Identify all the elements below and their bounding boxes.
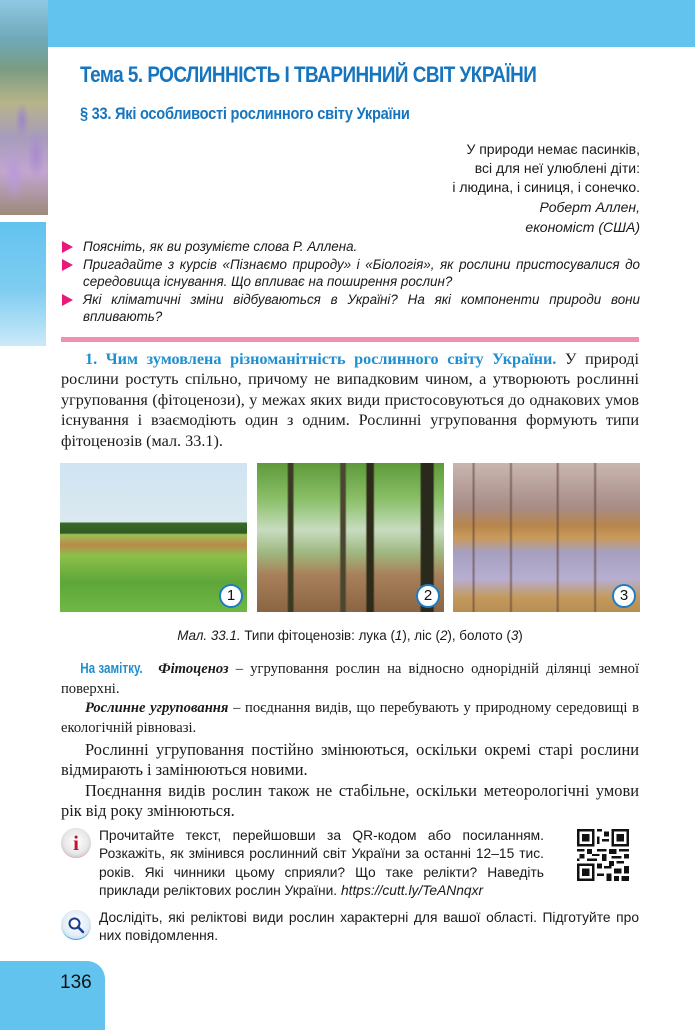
- note-box: [61, 660, 639, 738]
- epigraph: [320, 140, 640, 237]
- info-icon: i: [61, 828, 91, 858]
- paragraph: Поєднання видів рослин також не стабільне, оскільки метеорологічні умови рік від року змінюються.: [61, 780, 639, 821]
- qr-code[interactable]: [577, 828, 629, 882]
- term-plant-community: Рослинне угруповання: [85, 700, 229, 716]
- page-number: 136: [60, 972, 92, 993]
- topic-title: Тема 5. РОСЛИННІСТЬ І ТВАРИННИЙ СВІТ УКРАЇНИ: [80, 62, 537, 87]
- epigraph-line: всі для неї улюблені діти:: [474, 160, 640, 176]
- epigraph-author: Роберт Аллен,: [539, 199, 640, 215]
- epigraph-author-role: економіст (США): [525, 219, 640, 235]
- section-1-text: У природі рослини ростуть спільно, причому не випадковим чином, а утворюють рослинні угруповання (фітоценози), у межах яких види пристосовуються до однакових умов існування і взаємодіють один з одним. Рослинні угруповання формують типи фітоценозів (мал. 33.1).: [61, 350, 639, 450]
- triangle-bullet-icon: [62, 294, 73, 306]
- note-label: На замітку.: [80, 661, 143, 677]
- swamp-photo: [453, 463, 640, 612]
- divider-rule: [61, 337, 639, 342]
- section-1-paragraph: [61, 349, 639, 451]
- section-1-heading: 1. Чим зумовлена різноманітність рослинного світу України.: [85, 350, 557, 368]
- figure-number-badge: 1: [219, 584, 243, 608]
- side-color-strip: [0, 222, 46, 346]
- figure-33-1: [60, 463, 640, 613]
- definition-phytocenosis: – угруповання рослин на відносно однорідній ділянці земної поверхні.: [61, 661, 639, 697]
- top-color-band: [0, 0, 695, 47]
- epigraph-line: і людина, і синиця, і сонечко.: [452, 179, 640, 195]
- question-item: Поясніть, як ви розумієте слова Р. Аллена.: [62, 238, 640, 256]
- paragraph: Рослинні угруповання постійно змінюються, оскільки окремі старі рослини відмирають і замінюються новими.: [61, 740, 639, 780]
- question-item: Які кліматичні зміни відбуваються в Україні? На які компоненти природи вони впливають?: [62, 291, 640, 326]
- triangle-bullet-icon: [62, 259, 73, 271]
- task-text: Дослідіть, які реліктові види рослин характерні для вашої області. Підготуйте про них повідомлення.: [99, 910, 639, 944]
- definition-plant-community: – поєднання видів, що перебувають у природному середовищі в екологічній рівновазі.: [61, 700, 639, 736]
- corner-crocus-photo: [0, 0, 48, 215]
- question-item: Пригадайте з курсів «Пізнаємо природу» і «Біологія», як рослини пристосувалися до середовища існування. Що впливає на поширення рослин?: [62, 256, 640, 291]
- forest-photo: [257, 463, 444, 612]
- task-text: Прочитайте текст, перейшовши за QR-кодом або посиланням. Розкажіть, як змінився рослинний світ України за останні 12–15 тис. років. Які чинники цьому сприяли? Що таке релікти? Наведіть приклади реліктових рослин України. https://cutt.ly/TeANnqxr: [99, 828, 544, 899]
- task-link[interactable]: https://cutt.ly/TeANnqxr: [340, 883, 484, 899]
- figure-number-badge: 2: [416, 584, 440, 608]
- epigraph-line: У природи немає пасинків,: [466, 141, 640, 157]
- figure-number-badge: 3: [612, 584, 636, 608]
- intro-questions: [62, 238, 640, 326]
- triangle-bullet-icon: [62, 241, 73, 253]
- section-title: § 33. Які особливості рослинного світу України: [80, 104, 410, 123]
- body-paragraphs: [61, 740, 639, 822]
- figure-caption: Мал. 33.1. Типи фітоценозів: лука (1), ліс (2), болото (3): [177, 628, 523, 643]
- magnifier-icon: [61, 910, 91, 940]
- term-phytocenosis: Фітоценоз: [158, 661, 229, 677]
- meadow-photo: [60, 463, 247, 612]
